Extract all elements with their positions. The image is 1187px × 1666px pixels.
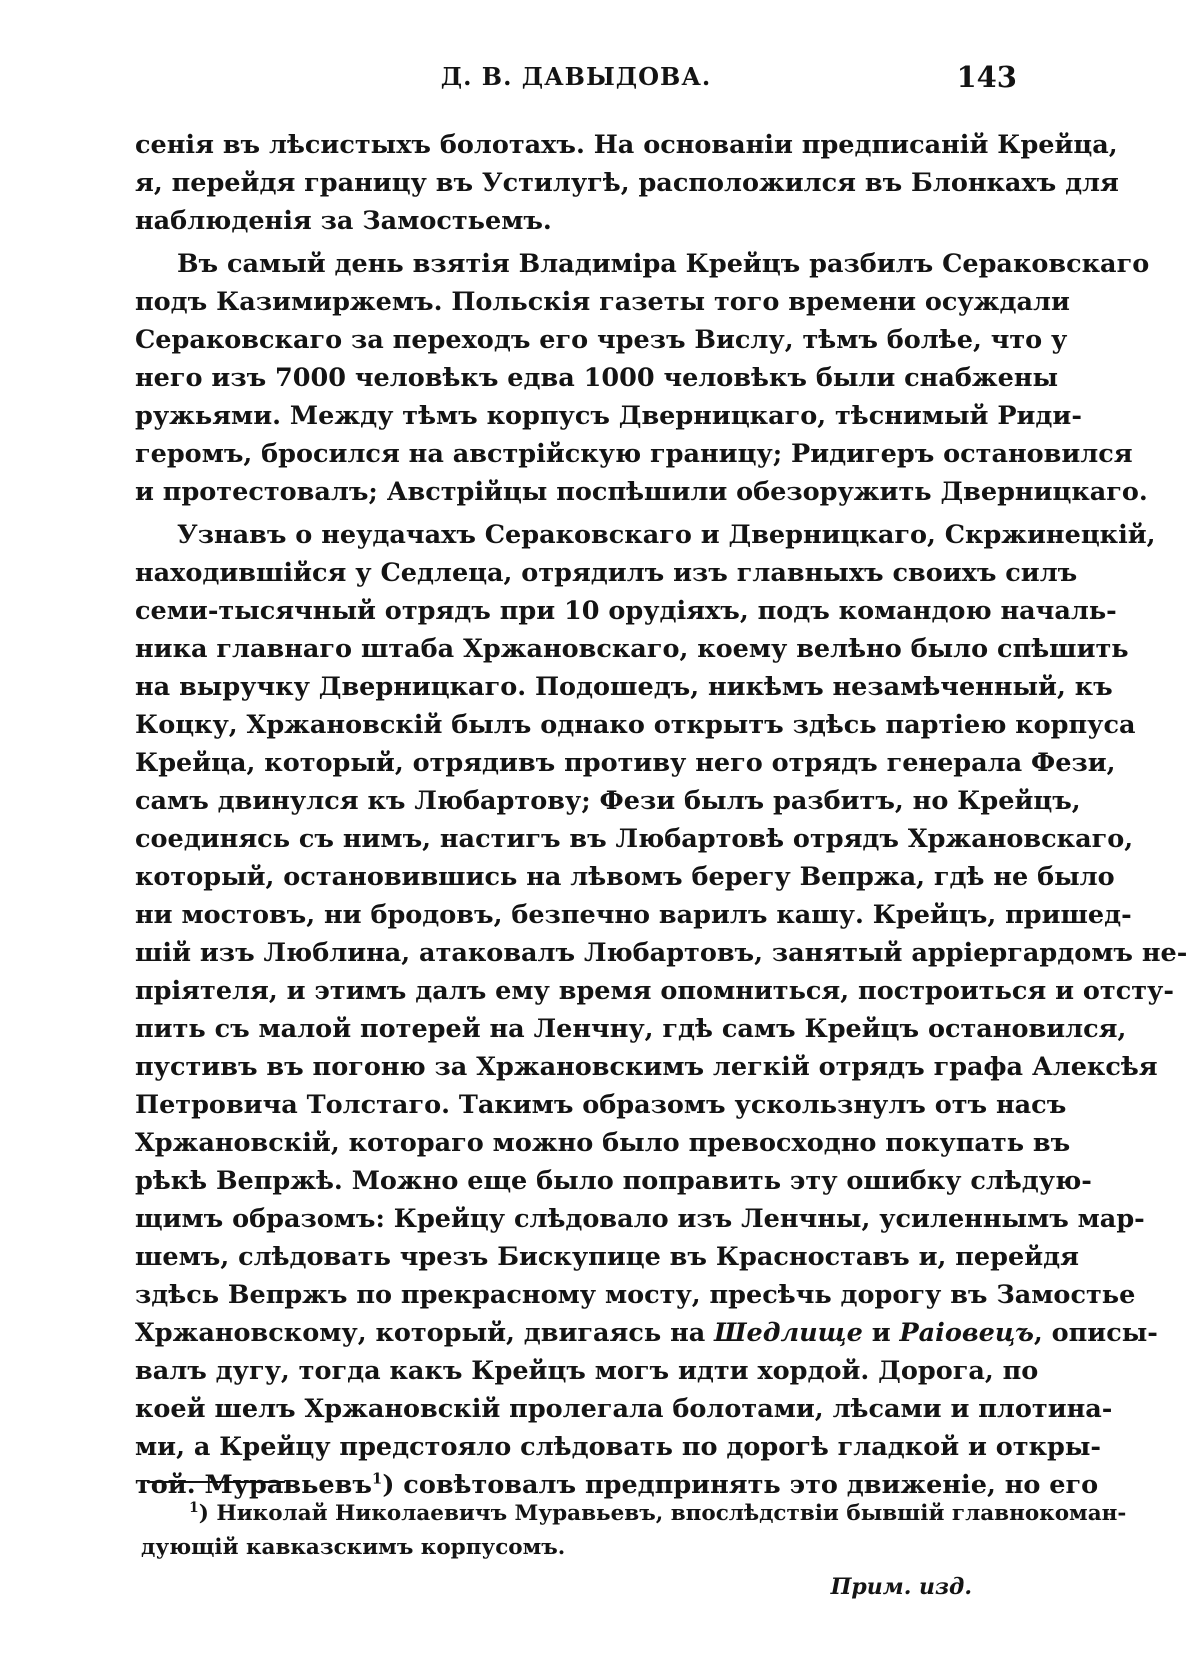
- text-segment: , описы-: [1033, 1318, 1158, 1348]
- text-line: наблюденія за Замостьемъ.: [135, 206, 552, 236]
- text-line: пріятеля, и этимъ далъ ему время опомниться, построиться и отсту-: [135, 976, 1174, 1006]
- text-line: шій изъ Люблина, атаковалъ Любартовъ, занятый арріергардомъ не-: [135, 938, 1187, 968]
- place-name: Раіовецъ: [899, 1318, 1034, 1348]
- footnote-reference[interactable]: 1: [371, 1469, 383, 1488]
- text-line: самъ двинулся къ Любартову; Фези былъ разбитъ, но Крейцъ,: [135, 786, 1081, 816]
- footnote-text: ) Николай Николаевичъ Муравьевъ, впослѣдствіи бывшій главнокоман-: [198, 1501, 1127, 1526]
- text-line: Коцку, Хржановскій былъ однако открытъ здѣсь партіею корпуса: [135, 710, 1136, 740]
- text-line: ника главнаго штаба Хржановскаго, коему велѣно было спѣшить: [135, 634, 1129, 664]
- footnote-line: [141, 1497, 1127, 1531]
- text-line: него изъ 7000 человѣкъ едва 1000 человѣкъ были снабжены: [135, 363, 1059, 393]
- text-line: я, перейдя границу въ Устилугѣ, расположился въ Блонкахъ для: [135, 168, 1119, 198]
- text-line: щимъ образомъ: Крейцу слѣдовало изъ Ленчны, усиленнымъ мар-: [135, 1204, 1145, 1234]
- page-number: 143: [956, 60, 1017, 94]
- footnote: [141, 1497, 1127, 1565]
- text-line: пустивъ въ погоню за Хржановскимъ легкій отрядъ графа Алексѣя: [135, 1052, 1158, 1082]
- text-line: подъ Казимиржемъ. Польскія газеты того времени осуждали: [135, 287, 1070, 317]
- text-line: коей шелъ Хржановскій пролегала болотами, лѣсами и плотина-: [135, 1394, 1113, 1424]
- publisher-note: Прим. изд.: [830, 1574, 972, 1600]
- footnote-line: дующій кавказскимъ корпусомъ.: [141, 1535, 566, 1560]
- text-segment: Хржановскому, который, двигаясь на: [135, 1318, 715, 1348]
- text-line: Сераковскаго за переходъ его чрезъ Вислу, тѣмъ болѣе, что у: [135, 325, 1068, 355]
- text-line: на выручку Дверницкаго. Подошедъ, никѣмъ незамѣченный, къ: [135, 672, 1113, 702]
- text-line: Узнавъ о неудачахъ Сераковскаго и Дверницкаго, Скржинецкій,: [177, 520, 1156, 550]
- text-line: здѣсь Вепржъ по прекрасному мосту, пресѣчь дорогу въ Замостье: [135, 1280, 1136, 1310]
- text-line: находившійся у Седлеца, отрядилъ изъ главныхъ своихъ силъ: [135, 558, 1078, 588]
- text-segment: и: [862, 1318, 900, 1348]
- footnote-marker: 1: [189, 1499, 199, 1516]
- text-line-with-places: [135, 1314, 1158, 1352]
- text-line: рѣкѣ Вепржѣ. Можно еще было поправить эту ошибку слѣдую-: [135, 1166, 1092, 1196]
- text-line: валъ дугу, тогда какъ Крейцъ могъ идти хордой. Дорога, по: [135, 1356, 1039, 1386]
- text-line: ми, а Крейцу предстояло слѣдовать по дорогѣ гладкой и откры-: [135, 1432, 1101, 1462]
- text-line: семи-тысячный отрядъ при 10 орудіяхъ, подъ командою началь-: [135, 596, 1117, 626]
- text-line: соединясь съ нимъ, настигъ въ Любартовѣ отрядъ Хржановскаго,: [135, 824, 1134, 854]
- place-name: Шедлище: [714, 1318, 863, 1348]
- text-segment: ) совѣтовалъ предпринять это движеніе, но его: [382, 1470, 1099, 1500]
- text-line: геромъ, бросился на австрійскую границу; Ридигеръ остановился: [135, 439, 1133, 469]
- text-line: Крейца, который, отрядивъ противу него отрядъ генерала Фези,: [135, 748, 1116, 778]
- text-line: сенія въ лѣсистыхъ болотахъ. На основаніи предписаній Крейца,: [135, 130, 1118, 160]
- text-line: ружьями. Между тѣмъ корпусъ Дверницкаго, тѣснимый Риди-: [135, 401, 1082, 431]
- text-line: шемъ, слѣдовать чрезъ Бискупице въ Красноставъ и, перейдя: [135, 1242, 1079, 1272]
- running-head: Д. В. ДАВЫДОВА.: [440, 62, 712, 91]
- main-text: [135, 126, 1187, 1504]
- text-line: Петровича Толстаго. Такимъ образомъ ускользнулъ отъ насъ: [135, 1090, 1067, 1120]
- text-line: который, остановившись на лѣвомъ берегу Вепржа, гдѣ не было: [135, 862, 1115, 892]
- text-line: Хржановскій, котораго можно было превосходно покупать въ: [135, 1128, 1071, 1158]
- page-header: [135, 62, 1017, 102]
- text-line: пить съ малой потерей на Ленчну, гдѣ самъ Крейцъ остановился,: [135, 1014, 1127, 1044]
- text-line: ни мостовъ, ни бродовъ, безпечно варилъ кашу. Крейцъ, пришед-: [135, 900, 1132, 930]
- footnote-divider: [147, 1481, 285, 1483]
- text-segment: той. Муравьевъ: [135, 1470, 372, 1500]
- text-line: Въ самый день взятія Владиміра Крейцъ разбилъ Сераковскаго: [177, 249, 1150, 279]
- text-line: и протестовалъ; Австрійцы поспѣшили обезоружить Дверницкаго.: [135, 477, 1148, 507]
